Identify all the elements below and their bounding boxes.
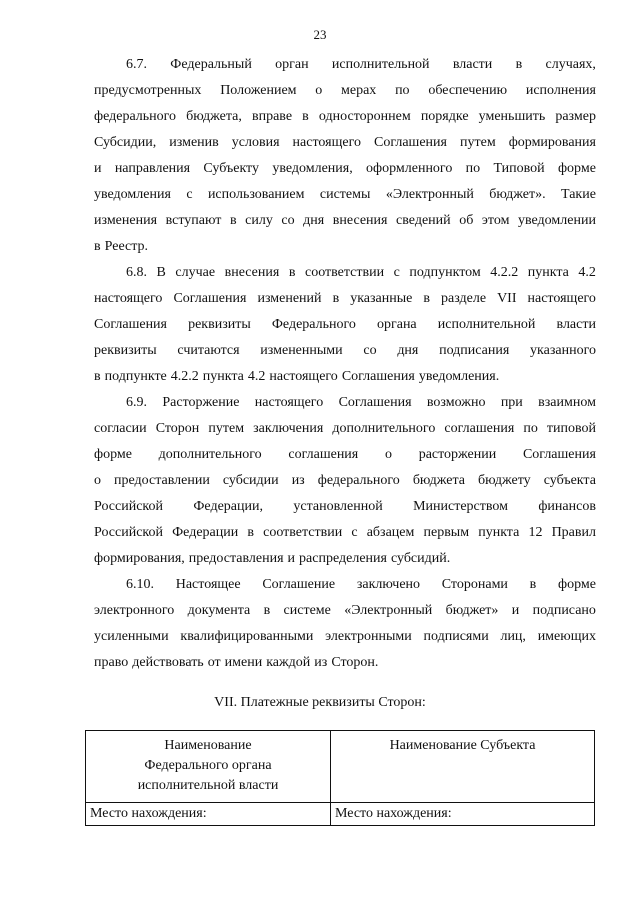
subject-name-header [331,731,595,803]
text-line: Российской Федерации в соответствии с абзацем первым пункта 12 Правил [94,525,596,540]
text-line: федерального бюджета, вправе в одностороннем порядке уменьшить размер [94,109,596,124]
text-line: усиленными квалифицированными электронными подписями лиц, имеющих [94,629,596,644]
text-line: 6.10. Настоящее Соглашение заключено Сторонами в форме [126,577,596,592]
section-title: VII. Платежные реквизиты Сторон: [214,695,426,710]
federal-body-header-line: исполнительной власти [137,778,279,793]
text-line: форме дополнительного соглашения о расторжении Соглашения [94,447,596,462]
text-line: в подпункте 4.2.2 пункта 4.2 настоящего Соглашения уведомления. [94,369,500,384]
table-header-row [86,731,595,803]
federal-body-header-line: Федерального органа [144,758,272,773]
payment-details-table [85,730,595,826]
text-line: Соглашения реквизиты Федерального органа исполнительной власти [94,317,596,332]
federal-body-location-cell: Место нахождения: [86,803,331,826]
text-line: 6.9. Расторжение настоящего Соглашения возможно при взаимном [126,395,596,410]
text-line: электронного документа в системе «Электронный бюджет» и подписано [94,603,596,618]
text-line: право действовать от имени каждой из Сторон. [94,655,379,670]
subject-header-text: Наименование Субъекта [389,738,536,753]
federal-body-header-line: Наименование [164,738,252,753]
text-line: о предоставлении субсидии из федерального бюджета бюджету субъекта [94,473,596,488]
text-line: 6.7. Федеральный орган исполнительной власти в случаях, [126,57,596,72]
paragraph-6-8 [94,260,596,390]
text-line: 6.8. В случае внесения в соответствии с подпунктом 4.2.2 пункта 4.2 [126,265,596,280]
subject-location-cell: Место нахождения: [331,803,595,826]
text-line: формирования, предоставления и распределения субсидий. [94,551,451,566]
text-line: настоящего Соглашения изменений в указанные в разделе VII настоящего [94,291,596,306]
page-number: 23 [313,27,327,42]
text-line: предусмотренных Положением о мерах по обеспечению исполнения [94,83,596,98]
text-line: согласии Сторон путем заключения дополнительного соглашения по типовой [94,421,596,436]
federal-body-name-header [86,731,331,803]
paragraph-6-7 [94,52,596,260]
paragraph-6-10 [94,572,596,676]
text-line: уведомления с использованием системы «Электронный бюджет». Такие [94,187,596,202]
paragraph-6-9 [94,390,596,572]
text-line: изменения вступают в силу со дня внесения сведений об этом уведомлении [94,213,596,228]
text-line: реквизиты считаются измененными со дня подписания указанного [94,343,596,358]
text-line: Российской Федерации, установленной Министерством финансов [94,499,596,514]
text-line: Субсидии, изменив условия настоящего Соглашения путем формирования [94,135,596,150]
text-line: и направления Субъекту уведомления, оформленного по Типовой форме [94,161,596,176]
table-location-row [86,803,595,826]
text-line: в Реестр. [94,239,149,254]
